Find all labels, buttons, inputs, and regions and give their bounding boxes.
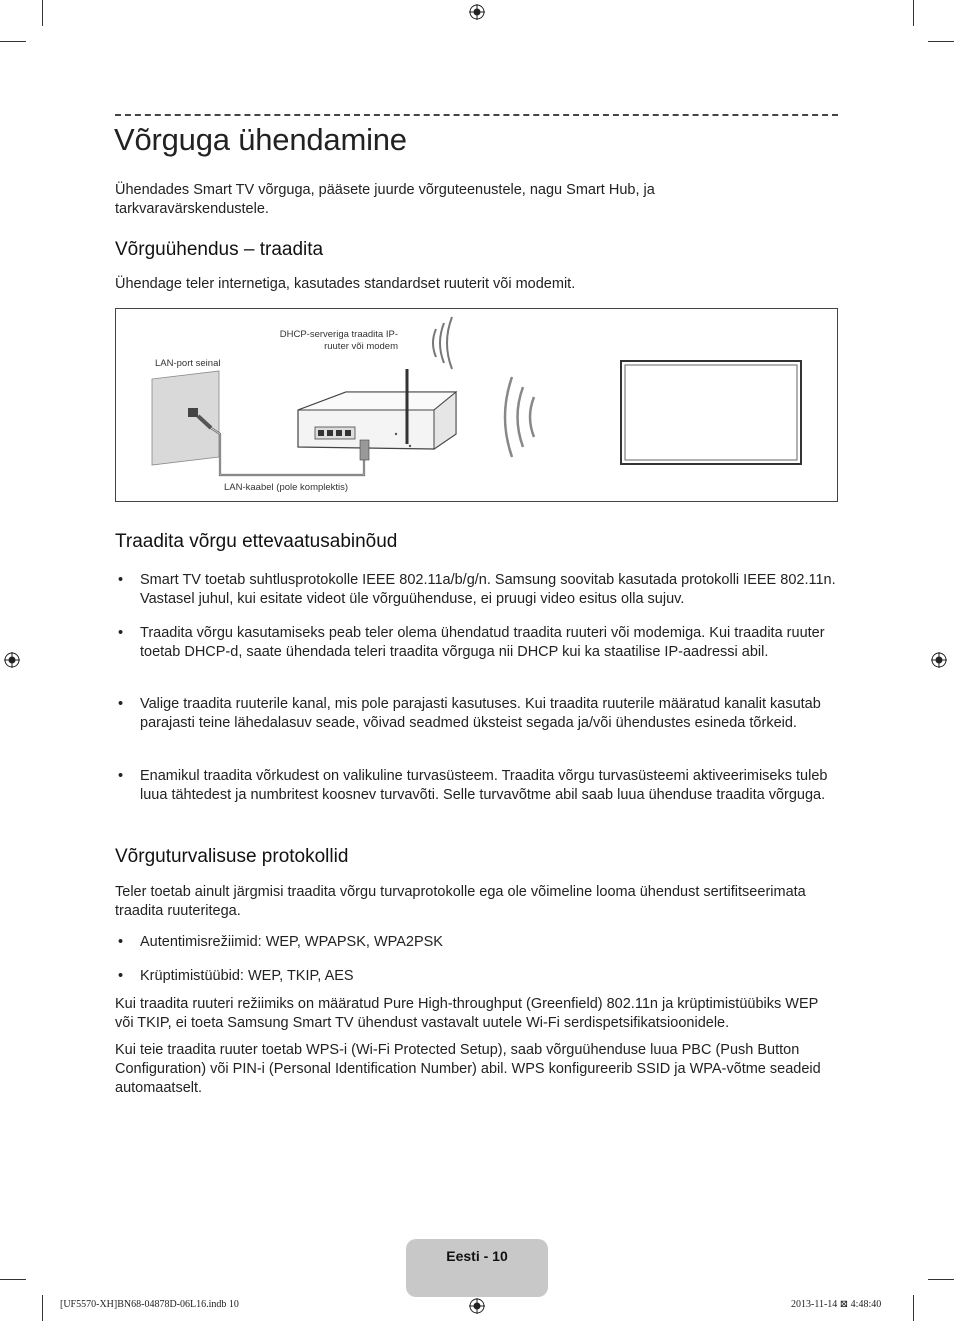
tv-icon	[621, 361, 801, 464]
list-item	[115, 933, 837, 953]
bullet-point: •	[118, 934, 124, 950]
tv-wifi-signal-icon	[505, 377, 534, 457]
list-item	[115, 695, 837, 753]
section-heading-wireless: Võrguühendus – traadita	[115, 239, 324, 260]
bullet-point: •	[118, 572, 124, 588]
crop-mark	[928, 41, 954, 42]
wifi-signal-icon	[433, 317, 452, 369]
intro-text: Ühendades Smart TV võrguga, pääsete juurde võrguteenustele, nagu Smart Hub, ja tarkvaravärskendustele.	[115, 182, 655, 217]
list-item-text: Traadita võrgu kasutamiseks peab teler olema ühendatud traadita ruuteri või modemiga. Kui traadita ruuter toetab DHCP-d, saate ühendada teleri traadita võrguga nii DHCP kui ka staatilise IP-aadressi abil.	[140, 625, 825, 660]
list-item	[115, 571, 837, 611]
registration-mark-icon	[4, 652, 20, 668]
list-item-text: Autentimisrežiimid: WEP, WPAPSK, WPA2PSK	[140, 934, 443, 950]
network-diagram	[115, 308, 838, 502]
router-icon	[298, 369, 456, 460]
section-heading-precautions: Traadita võrgu ettevaatusabinõud	[115, 531, 398, 552]
bullet-point: •	[118, 968, 124, 984]
crop-mark	[42, 0, 43, 26]
bullet-point: •	[118, 625, 124, 641]
crop-mark	[0, 1279, 26, 1280]
crop-mark	[913, 0, 914, 26]
list-item-text: Valige traadita ruuterile kanal, mis pole parajasti kasutuses. Kui traadita ruuterile määratud kanalit kasutab parajasti teine lähedalasuv seade, võivad seadmed üksteist segada ja/või ühendustes esineda tõrkeid.	[140, 696, 821, 731]
title-dashed-rule	[115, 114, 838, 116]
crop-mark	[42, 1295, 43, 1321]
page-number: Eesti - 10	[446, 1248, 508, 1264]
list-item	[115, 624, 837, 682]
bullet-point: •	[118, 768, 124, 784]
file-info: [UF5570-XH]BN68-04878D-06L16.indb 10	[60, 1299, 239, 1310]
security-paragraph-1: Kui traadita ruuteri režiimiks on määratud Pure High-throughput (Greenfield) 802.11n ja krüptimistüübiks WEP või TKIP, ei toeta Samsung Smart TV ühendust vastavalt uutele Wi-Fi serdispetsifikatsioonidele.	[115, 996, 819, 1031]
registration-mark-icon	[469, 4, 485, 20]
lan-cable-label: LAN-kaabel (pole komplektis)	[224, 482, 349, 493]
list-item	[115, 967, 837, 987]
network-diagram-illustration	[116, 309, 837, 501]
lan-port-label: LAN-port seinal	[155, 358, 221, 369]
page-title: Võrguga ühendamine	[114, 122, 407, 157]
date-info: 2013-11-14 ⊠ 4:48:40	[791, 1299, 882, 1310]
list-item-text: Smart TV toetab suhtlusprotokolle IEEE 802.11a/b/g/n. Samsung soovitab kasutada protokolli IEEE 802.11n. Vastasel juhul, kui esitate videot üle võrguühenduse, ei pruugi video esitus olla sujuv.	[140, 572, 836, 607]
list-item-text: Krüptimistüübid: WEP, TKIP, AES	[140, 968, 354, 984]
registration-mark-icon	[931, 652, 947, 668]
section-heading-security: Võrguturvalisuse protokollid	[115, 846, 349, 867]
list-item-text: Enamikul traadita võrkudest on valikuline turvasüsteem. Traadita võrgu turvasüsteemi aktiveerimiseks tuleb luua tähtedest ja numbritest koosnev turvavõti. Selle turvavõtme abil saab luua ühenduse traadita võrguga.	[140, 768, 828, 803]
wall-lan-port-icon	[152, 371, 219, 465]
bullet-point: •	[118, 696, 124, 712]
list-item	[115, 767, 837, 825]
router-label: DHCP-serveriga traadita IP-ruuter või modem	[279, 329, 398, 352]
security-intro-text: Teler toetab ainult järgmisi traadita võrgu turvaprotokolle ega ole võimeline looma ühendust sertifitseerimata traadita ruuteritega.	[115, 884, 806, 919]
crop-mark	[913, 1295, 914, 1321]
page-number-tab	[406, 1239, 548, 1297]
section-text-wireless: Ühendage teler internetiga, kasutades standardset ruuterit või modemit.	[115, 276, 576, 292]
crop-mark	[928, 1279, 954, 1280]
registration-mark-icon	[469, 1298, 485, 1314]
security-paragraph-2: Kui teie traadita ruuter toetab WPS-i (Wi-Fi Protected Setup), saab võrguühenduse luua PBC (Push Button Configuration) või PIN-i (Personal Identification Number) abil. WPS konfigureerib SSID ja WPA-võtme seadeid automaatselt.	[115, 1042, 821, 1096]
crop-mark	[0, 41, 26, 42]
